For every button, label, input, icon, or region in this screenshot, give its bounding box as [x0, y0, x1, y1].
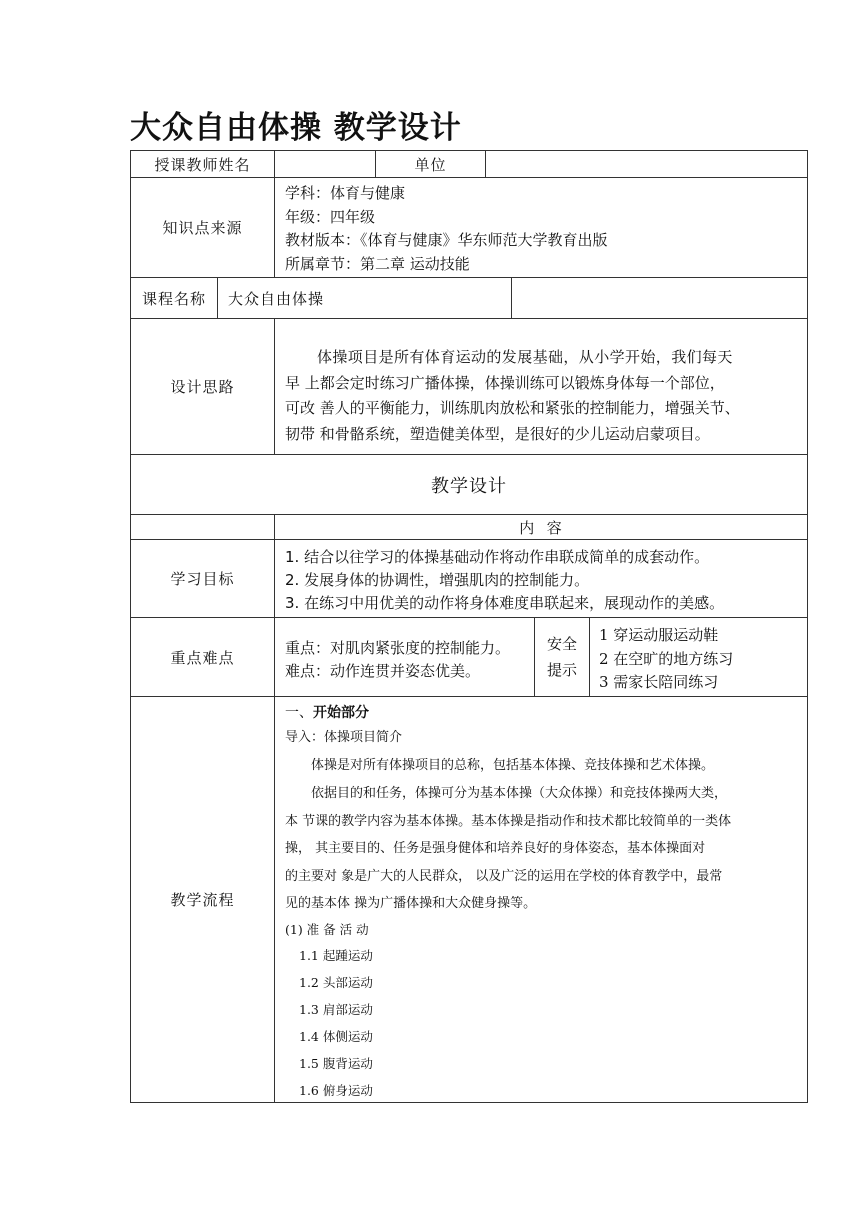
paragraph-2-line: 依据目的和任务，体操可分为基本体操（大众体操）和竞技体操两大类， — [311, 786, 728, 801]
design-idea-line: 早 上都会定时练习广播体操，体操训练可以锻炼身体每一个部位， — [285, 373, 725, 392]
step-item: 1.3 肩部运动 — [299, 1001, 373, 1017]
safety-tip: 3 需家长陪同练习 — [599, 673, 719, 691]
source-content — [274, 177, 808, 278]
chapter-line: 所属章节：第二章 运动技能 — [285, 254, 470, 273]
edition-line: 教材版本：《体育与健康》华东师范大学教育出版 — [285, 231, 608, 249]
section-title-row — [130, 454, 808, 515]
content-header-blank — [130, 514, 275, 540]
unit-value — [485, 150, 808, 178]
course-value-text: 大众自由体操 — [228, 289, 325, 308]
part-title: 开始部分 — [313, 705, 369, 721]
course-value — [217, 277, 512, 319]
step-item: 1.4 体侧运动 — [299, 1028, 373, 1044]
content-header: 内 容 — [274, 514, 808, 540]
key-points-label: 重点难点 — [130, 617, 275, 697]
design-idea-line: 体操项目是所有体育运动的发展基础，从小学开始，我们每天 — [317, 348, 733, 366]
goals-label: 学习目标 — [130, 539, 275, 618]
safety-tip: 1 穿运动服运动鞋 — [599, 626, 719, 644]
design-idea-line: 可改 善人的平衡能力，训练肌肉放松和紧张的控制能力，增强关节、 — [285, 399, 740, 417]
teacher-name-value — [274, 150, 376, 178]
paragraph-2-line: 的主要对 象是广大的人民群众， 以及广泛的运用在学校的体育教学中，最常 — [285, 868, 723, 884]
step-item: 1.2 头部运动 — [299, 974, 373, 990]
design-idea-label: 设计思路 — [130, 318, 275, 455]
paragraph-2-line: 操， 其主要目的、任务是强身健体和培养良好的身体姿态，基本体操面对 — [285, 841, 706, 856]
subject-line: 学科：体育与健康 — [285, 184, 406, 202]
prep-heading: (1) 准 备 活 动 — [285, 921, 369, 937]
paragraph-2-line: 见的基本体 操为广播体操和大众健身操等。 — [285, 896, 537, 911]
step-item: 1.1 起踵运动 — [299, 947, 373, 963]
document-title: 大众自由体操 教学设计 — [130, 110, 462, 146]
part-prefix: 一、 — [285, 705, 313, 721]
unit-label: 单位 — [375, 150, 486, 178]
key-points-content — [274, 617, 535, 697]
paragraph-1: 体操是对所有体操项目的总称，包括基本体操、竞技体操和艺术体操。 — [311, 758, 715, 773]
process-content — [274, 696, 808, 1103]
goal-item: 3. 在练习中用优美的动作将身体难度串联起来，展现动作的美感。 — [285, 594, 725, 612]
course-blank — [511, 277, 808, 319]
difficulty-point: 难点：动作连贯并姿态优美。 — [285, 662, 481, 680]
key-point: 重点：对肌肉紧张度的控制能力。 — [285, 639, 511, 657]
goal-item: 1. 结合以往学习的体操基础动作将动作串联成简单的成套动作。 — [285, 548, 710, 566]
goal-item: 2. 发展身体的协调性，增强肌肉的控制能力。 — [285, 571, 590, 589]
paragraph-2-line: 本 节课的教学内容为基本体操。基本体操是指动作和技术都比较简单的一类体 — [285, 813, 732, 829]
source-label: 知识点来源 — [130, 177, 275, 278]
safety-label-line-1: 安全 — [546, 635, 577, 653]
step-item: 1.5 腹背运动 — [299, 1055, 373, 1071]
process-label: 教学流程 — [130, 696, 275, 1103]
part-heading — [285, 701, 801, 725]
safety-label-line-2: 提示 — [546, 661, 577, 679]
section-title: 教学设计 — [431, 475, 507, 497]
safety-tips — [589, 617, 808, 697]
design-idea-content — [274, 318, 808, 455]
course-label: 课程名称 — [130, 277, 218, 319]
teacher-name-label: 授课教师姓名 — [130, 150, 275, 178]
safety-tip: 2 在空旷的地方练习 — [599, 649, 734, 668]
goals-content — [274, 539, 808, 618]
step-item: 1.6 俯身运动 — [299, 1082, 373, 1098]
intro-line: 导入：体操项目简介 — [285, 730, 403, 745]
safety-label — [534, 617, 590, 697]
grade-line: 年级：四年级 — [285, 207, 376, 226]
design-idea-line: 韧带 和骨骼系统，塑造健美体型，是很好的少儿运动启蒙项目。 — [285, 424, 710, 443]
